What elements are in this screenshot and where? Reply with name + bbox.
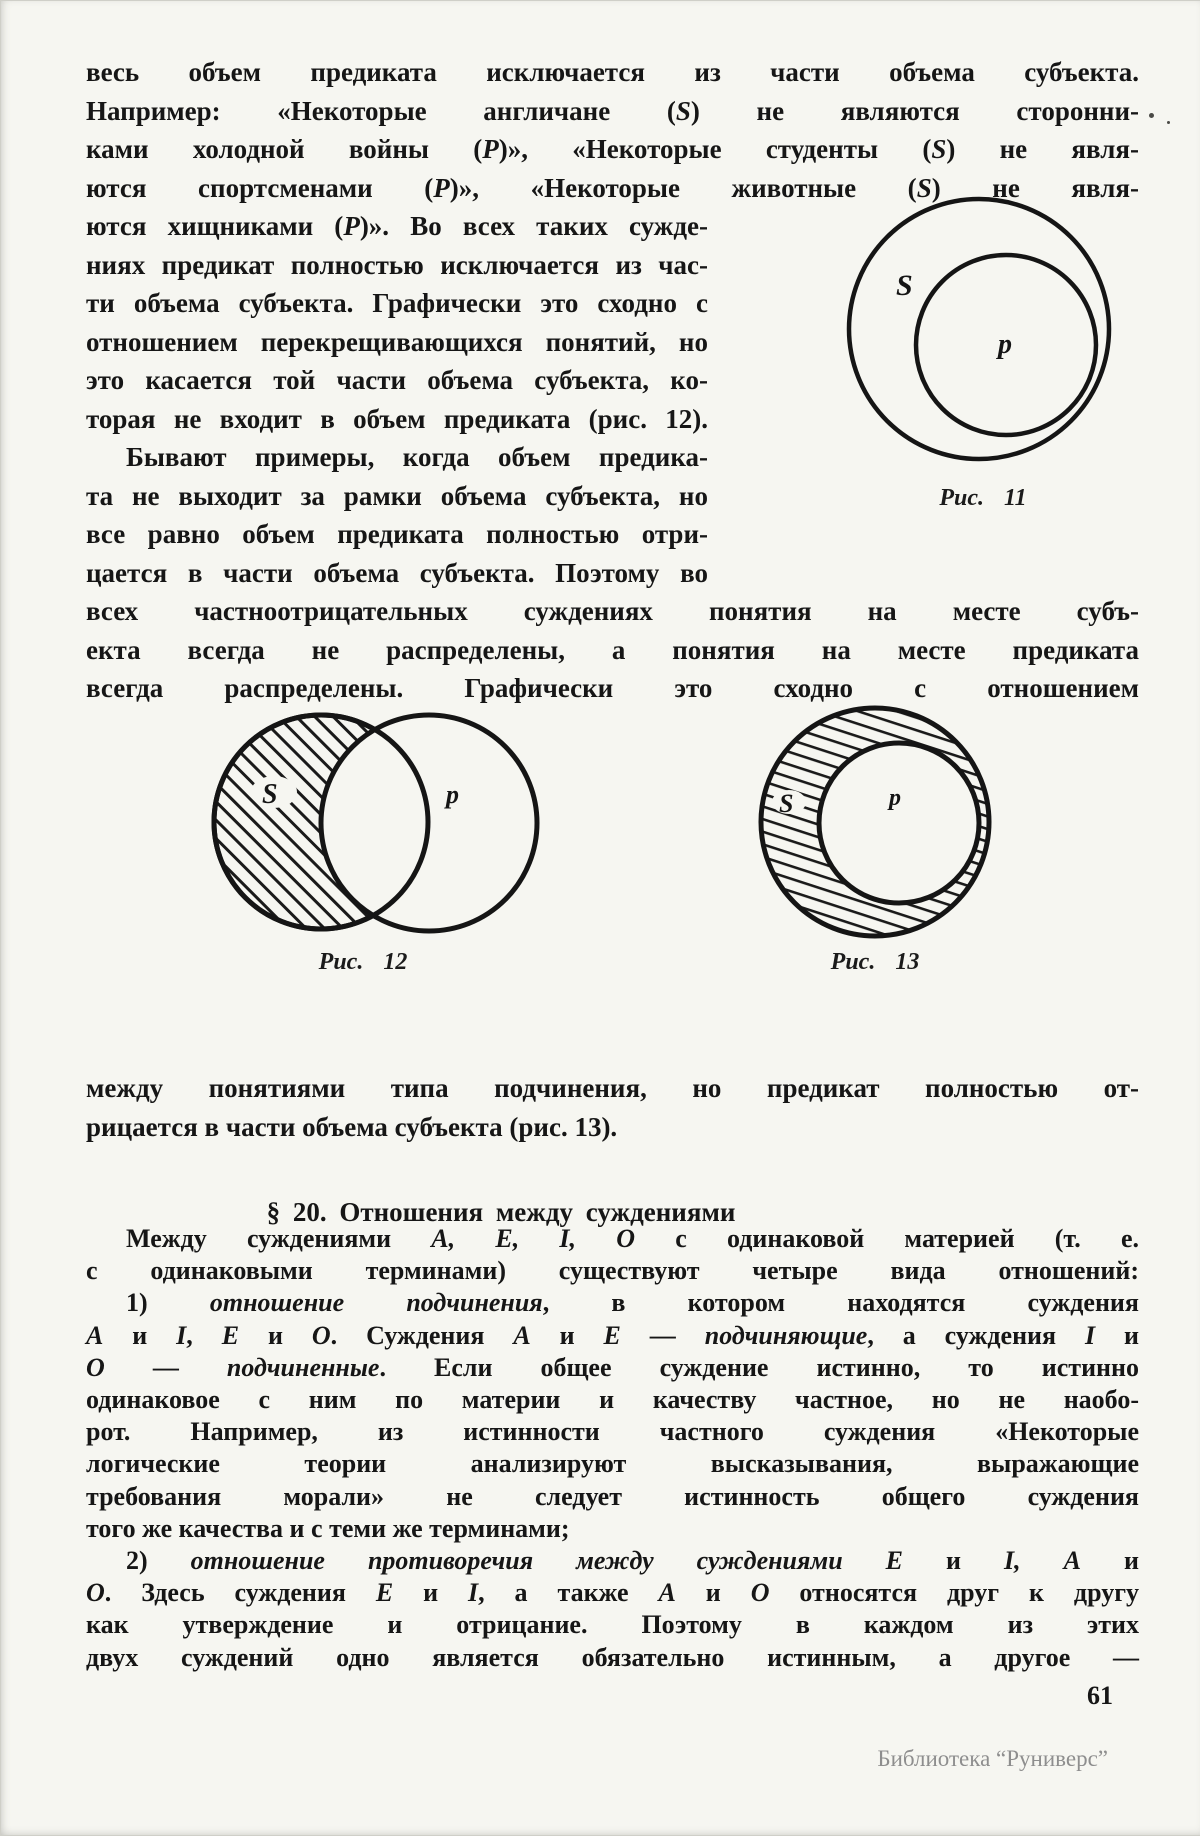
text-line: это касается той части объема субъекта, ко- [86, 365, 708, 395]
text-line: ниях предикат полностью исключается из час- [86, 249, 708, 280]
text-line: логические теории анализируют высказывания, выражающие [86, 1449, 1139, 1479]
text-line: Между суждениями А, Е, I, О с одинаковой материей (т. е. [126, 1224, 1140, 1253]
fig12-venn-svg [196, 706, 576, 941]
text-line: Например: «Некоторые англичане (S) не являются сторонни- [86, 95, 1139, 126]
section-heading: § 20. Отношения между суждениями [266, 1197, 736, 1227]
text-line: ются спортсменами (P)», «Некоторые животные (S) не явля- [86, 172, 1140, 203]
paragraph-bottom-wide [86, 592, 1139, 708]
text-line: торая не входит в объем предиката (рис. 12). [86, 403, 708, 434]
text-line: весь объем предиката исключается из части объема субъекта. [86, 57, 1139, 87]
text-line: та не выходит за рамки объема субъекта, но [86, 480, 708, 511]
fig11-label-s: S [896, 269, 913, 302]
text-line: ются хищниками (P)». Во всех таких сужде- [86, 211, 709, 241]
fig12-caption: Рис. 12 [318, 949, 408, 975]
text-line: рицается в части объема субъекта (рис. 13). [86, 1111, 618, 1142]
fig12-label-p: p [446, 780, 459, 809]
fig11-circles-svg [834, 187, 1124, 477]
text-line: А и I, Е и О. Суждения А и Е — подчиняющие, а суждения I и [86, 1320, 1140, 1350]
text-line: екта всегда не распределены, а понятия на месте предиката [86, 634, 1139, 665]
fig13-diagram [753, 701, 1003, 946]
text-line: того же качества и с теми же терминами; [86, 1513, 570, 1543]
fig13-ring-svg [753, 701, 1003, 946]
text-line: ти объема субъекта. Графически это сходно с [86, 288, 708, 318]
section-paragraph [86, 1223, 1139, 1674]
fig11-caption: Рис. 11 [939, 485, 1027, 511]
text-line: все равно объем предиката полностью отри- [86, 519, 708, 549]
text-line: одинаковое с ним по материи и качеству частное, но не наобо- [86, 1385, 1139, 1415]
fig11-label-p: p [998, 329, 1012, 360]
text-line: требования морали» не следует истинность общего суждения [86, 1481, 1139, 1511]
fig12-label-s: S [262, 779, 278, 810]
text-line: всех частноотрицательных суждениях понятия на месте субъ- [86, 596, 1139, 626]
fig11-outer-circle [849, 199, 1109, 459]
fig11-diagram [834, 187, 1124, 477]
text-line: ками холодной войны (P)», «Некоторые студенты (S) не явля- [86, 134, 1139, 164]
paragraph-beside-figure [86, 207, 708, 592]
fig13-inner-circle [819, 743, 979, 903]
text-line: цается в части объема субъекта. Поэтому во [86, 557, 708, 588]
text-line: 2) отношение противоречия между суждениями Е и I, А и [126, 1546, 1139, 1576]
text-line: как утверждение и отрицание. Поэтому в каждом из этих [86, 1610, 1139, 1640]
paragraph-top-wide [86, 53, 1139, 207]
text-line: О — подчиненные. Если общее суждение истинно, то истинно [86, 1352, 1140, 1382]
text-line: 1) отношение подчинения, в котором находятся суждения [126, 1288, 1139, 1318]
fig12-diagram [196, 706, 576, 941]
page-number: 61 [1087, 1681, 1113, 1710]
text-line: отношением перекрещивающихся понятий, но [86, 326, 708, 357]
text-line: О. Здесь суждения Е и I, а также А и О относятся друг к другу [86, 1578, 1140, 1608]
fig13-caption: Рис. 13 [830, 949, 920, 975]
paragraph-after-figures [86, 1069, 1139, 1146]
text-line: Бывают примеры, когда объем предика- [126, 442, 708, 472]
fig13-label-s: S [779, 789, 794, 818]
scan-speck [1149, 113, 1154, 118]
scan-speck [1167, 121, 1170, 124]
text-line: рот. Например, из истинности частного суждения «Некоторые [86, 1417, 1139, 1447]
fig13-label-p: p [889, 785, 901, 811]
text-line: между понятиями типа подчинения, но предикат полностью от- [86, 1073, 1139, 1103]
library-watermark: Библиотека “Руниверс” [877, 1746, 1108, 1771]
text-line: двух суждений одно является обязательно истинным, а другое — [86, 1642, 1139, 1672]
text-line: всегда распределены. Графически это сходно с отношением [86, 673, 1139, 703]
text-line: с одинаковыми терминами) существуют четыре вида отношений: [86, 1256, 1139, 1286]
